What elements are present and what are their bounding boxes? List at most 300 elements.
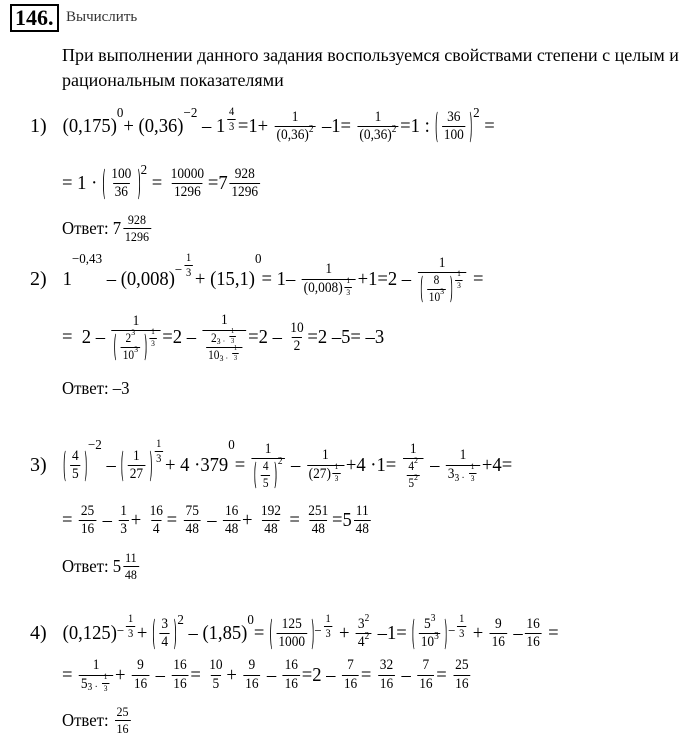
math-text: = [147, 172, 167, 195]
numerator [259, 504, 283, 521]
math-text: Ответ: –3 [62, 377, 130, 398]
math-text: (0,36) [276, 127, 309, 144]
math-text: 9 [494, 615, 502, 632]
solution-line [58, 612, 559, 652]
exponent [454, 463, 478, 484]
numerator [115, 705, 131, 720]
math-text: + [130, 509, 146, 532]
math-text: 1 [58, 268, 72, 291]
math-text: 3 [186, 266, 192, 279]
math-text: 2 [125, 331, 132, 346]
math-text: =2 –5= –3 [307, 326, 385, 349]
math-text: 1 [221, 312, 228, 328]
math-text: 16 [245, 676, 259, 693]
numerator [79, 504, 96, 521]
math-text: 0 [116, 105, 124, 121]
numerator [261, 460, 270, 474]
math-text: 3 [346, 287, 351, 297]
math-text: 4 [262, 459, 269, 474]
math-text: 16 [149, 502, 163, 519]
math-text: 3 [457, 281, 461, 291]
numerator [102, 673, 109, 683]
denominator [112, 327, 161, 362]
exponent [448, 613, 468, 641]
denominator [302, 275, 356, 298]
denominator [171, 675, 188, 693]
math-text: 10 [122, 347, 135, 362]
math-text: Ответ: [62, 709, 113, 730]
denominator [227, 119, 236, 133]
solution-line [58, 105, 495, 145]
fraction [121, 327, 140, 362]
numerator [263, 442, 273, 459]
math-text: + [114, 664, 131, 687]
exponent [434, 631, 439, 642]
parenthesized-expression [270, 617, 314, 652]
fraction [307, 448, 344, 484]
exponent [217, 328, 238, 346]
math-text: 10 [209, 657, 223, 674]
denominator [378, 675, 395, 693]
numerator [288, 321, 305, 338]
numerator [455, 270, 462, 280]
math-text: 16 [419, 676, 433, 693]
denominator [184, 520, 201, 538]
numerator [345, 658, 355, 675]
numerator [148, 504, 165, 521]
math-text: = [436, 664, 452, 687]
denominator [159, 633, 169, 651]
fraction [102, 673, 109, 694]
math-text: 36 [447, 108, 461, 125]
fraction [118, 504, 128, 539]
math-text: 1 [264, 440, 272, 457]
fraction [149, 328, 156, 349]
exponent [175, 252, 195, 280]
math-text: 3 [134, 343, 139, 354]
math-text: – [286, 454, 305, 477]
fraction [358, 110, 399, 145]
numerator [354, 504, 371, 521]
fraction [171, 658, 188, 693]
math-text: – 1 [197, 115, 226, 138]
numerator [324, 262, 334, 279]
exponent [88, 438, 102, 454]
fraction [418, 256, 467, 305]
math-text: =2 – [248, 326, 287, 349]
denominator [115, 720, 131, 736]
fraction [252, 442, 285, 491]
fraction [417, 658, 434, 693]
math-text: 8 [433, 273, 440, 288]
math-text: 16 [343, 676, 358, 693]
fraction [232, 345, 239, 363]
math-text: 1 [325, 612, 331, 625]
math-text: 3 [228, 120, 235, 133]
denominator [243, 675, 260, 693]
math-text: 9 [248, 657, 256, 674]
denominator [275, 126, 316, 144]
fraction [453, 658, 470, 693]
numerator [421, 658, 431, 675]
numerator [453, 658, 470, 675]
math-text: 3 [131, 327, 136, 338]
math-text: 928 [127, 211, 146, 227]
numerator [333, 463, 340, 473]
fraction [132, 658, 149, 693]
problem-label: 2) [30, 268, 47, 290]
numerator [320, 448, 330, 465]
parenthesized-expression [435, 110, 472, 145]
math-text: 3 [156, 452, 162, 465]
math-text: 32 [379, 657, 394, 674]
numerator [169, 167, 206, 184]
math-text: 48 [224, 521, 239, 538]
math-text: =1+ [237, 115, 273, 138]
denominator [121, 343, 140, 362]
math-text: 48 [124, 566, 137, 582]
denominator [154, 451, 163, 465]
task-number: 146. [10, 4, 59, 32]
math-text: 27 [129, 466, 144, 483]
math-text: 48 [264, 521, 278, 538]
math-text: 3 [233, 355, 237, 363]
math-text: 1 [92, 657, 100, 673]
math-text: – (1,85) [183, 622, 248, 645]
exponent [134, 345, 138, 354]
parenthesized-expression [114, 327, 146, 362]
denominator [102, 683, 109, 694]
math-text: 3 [447, 465, 455, 482]
math-text: 48 [311, 521, 325, 538]
parenthesized-expression [420, 274, 452, 304]
denominator [126, 626, 135, 640]
math-text: 100 [443, 127, 464, 144]
exponent [88, 673, 112, 694]
math-text [58, 454, 63, 477]
fraction [154, 438, 163, 466]
math-text: 2 [210, 331, 217, 346]
problem-label: 4) [30, 622, 47, 644]
numerator [437, 256, 447, 273]
math-text: 7 [422, 657, 430, 674]
math-text: 1 [291, 108, 299, 125]
solution-line [58, 437, 513, 491]
fraction [446, 448, 480, 484]
fraction [356, 612, 371, 652]
math-text: 3 [103, 683, 108, 693]
math-text: 3 · [216, 335, 228, 346]
math-text: =1 : [400, 115, 435, 138]
math-text: 2 [364, 612, 370, 624]
denominator [345, 287, 352, 298]
fraction [333, 463, 340, 484]
exponent [453, 270, 464, 291]
math-text: 25 [80, 502, 95, 519]
parenthesized-expression [121, 449, 151, 484]
denominator [354, 520, 371, 538]
math-text: 1 [186, 251, 192, 264]
math-text: 1 [120, 502, 127, 519]
math-text: 16 [224, 502, 239, 519]
math-text: + [242, 509, 258, 532]
fraction [115, 705, 131, 736]
math-text: 1 [459, 447, 467, 464]
numerator [126, 613, 135, 626]
fraction [288, 321, 305, 356]
math-text: 3 [434, 631, 439, 643]
math-text: = [62, 509, 78, 532]
math-text: −2 [87, 437, 102, 453]
math-text: (0,008) [303, 279, 343, 296]
fraction [259, 504, 283, 539]
math-text: 1 [438, 254, 446, 271]
numerator [283, 658, 300, 675]
denominator [232, 353, 239, 363]
fraction [126, 613, 135, 641]
math-text: = 2 – [62, 326, 110, 349]
denominator [292, 337, 302, 355]
numerator [171, 658, 188, 675]
math-text: 1 [346, 275, 351, 285]
fraction [123, 213, 151, 244]
math-text: 3 [440, 285, 445, 296]
math-text: 1 [132, 312, 140, 329]
parenthesized-expression [412, 612, 447, 652]
math-text: 3 [459, 627, 465, 640]
math-text: −0,43 [71, 251, 103, 267]
intro-text: При выполнении данного задания воспользуемся свойствами степени с целым и рациональным показателями [62, 45, 679, 90]
math-text: + [334, 622, 355, 645]
numerator [149, 328, 156, 338]
answer [62, 378, 130, 399]
denominator [525, 633, 542, 651]
math-text: 16 [379, 676, 394, 693]
numerator [184, 252, 193, 265]
math-text: 4 [71, 447, 79, 464]
denominator [172, 183, 202, 201]
math-text: =2 – [162, 326, 201, 349]
fraction [169, 167, 206, 202]
math-text: 16 [455, 676, 469, 693]
math-text: 5 [212, 676, 220, 693]
math-text: 16 [491, 634, 505, 651]
math-text: 3 · [87, 682, 101, 694]
exponent [365, 631, 370, 642]
math-text: 7 [347, 657, 354, 674]
problem-label: 1) [30, 115, 47, 137]
denominator [324, 626, 333, 640]
math-text: + [136, 622, 153, 645]
numerator [306, 504, 330, 521]
math-text: − [448, 624, 456, 640]
fraction [112, 314, 161, 363]
math-text: + (0,36) [123, 115, 184, 138]
numerator [290, 110, 300, 127]
numerator [207, 658, 224, 675]
math-text: 10 [420, 634, 435, 651]
math-text: + 4 ·379 [165, 454, 229, 477]
math-text: 3 · [454, 472, 467, 484]
denominator [276, 633, 306, 651]
math-text: 5 [80, 675, 88, 692]
math-text: 2 [177, 612, 184, 628]
math-text: 11 [355, 502, 369, 519]
fraction [403, 442, 424, 491]
denominator [151, 520, 161, 538]
exponent [228, 438, 235, 454]
math-text: 4 [408, 459, 415, 474]
math-text: 3 [120, 521, 127, 538]
numerator [118, 504, 128, 521]
fraction [203, 313, 247, 363]
exponent [343, 277, 354, 298]
parenthesized-expression [255, 460, 277, 490]
math-text: = [253, 622, 270, 645]
denominator [128, 465, 145, 483]
math-text: +4 ·1= [345, 454, 401, 477]
denominator [149, 338, 156, 349]
math-text: −2 [183, 105, 198, 121]
math-text: 1 [334, 461, 339, 471]
fraction [148, 504, 165, 539]
math-text: = [360, 664, 377, 687]
math-text: = [234, 454, 250, 477]
numerator [70, 449, 80, 466]
math-text: –1= [317, 115, 356, 138]
solution-line [62, 162, 262, 202]
math-text: 2 [473, 105, 480, 121]
fraction [378, 658, 395, 693]
math-text: 192 [260, 502, 282, 519]
math-text: – [262, 664, 281, 687]
denominator [453, 675, 470, 693]
fraction [306, 504, 330, 539]
math-text: 928 [234, 165, 255, 182]
fraction [407, 455, 420, 490]
math-text: 5 [424, 615, 431, 632]
math-text: = [190, 664, 206, 687]
denominator [419, 633, 441, 651]
math-text: 125 [281, 615, 302, 632]
exponent [219, 345, 240, 363]
fraction [229, 328, 236, 346]
math-text: 48 [185, 521, 199, 538]
math-text: 1 [374, 108, 382, 125]
math-text: − [174, 263, 183, 279]
math-text: =7 [207, 172, 228, 195]
fraction [275, 110, 316, 145]
task-title: Вычислить [66, 9, 138, 25]
math-text: 4 [161, 634, 169, 651]
math-text: = [479, 115, 495, 138]
exponent [117, 613, 137, 641]
math-text: Ответ: 5 [62, 555, 122, 576]
exponent [131, 328, 135, 337]
exponent [309, 124, 314, 135]
math-text: 2 [293, 338, 301, 355]
math-text: 2 [364, 631, 370, 643]
numerator [247, 658, 257, 675]
answer [62, 705, 132, 736]
denominator [283, 675, 300, 693]
denominator [79, 671, 113, 694]
fraction [345, 277, 352, 298]
exponent [392, 124, 397, 135]
denominator [310, 520, 327, 538]
exponent [255, 252, 262, 268]
denominator [333, 473, 340, 484]
math-text: 100 [111, 165, 132, 182]
denominator [132, 675, 149, 693]
math-text: +1=2 – [357, 268, 416, 291]
fraction [159, 617, 169, 652]
math-text: 1296 [173, 184, 201, 201]
denominator [203, 327, 247, 363]
math-text: – (0,008) [102, 268, 175, 291]
denominator [407, 471, 420, 490]
denominator [118, 520, 128, 538]
math-text: 1296 [231, 184, 259, 201]
denominator [490, 633, 507, 651]
math-text: 1 [409, 440, 417, 457]
numerator [469, 463, 476, 473]
math-text: 1 [103, 671, 108, 681]
denominator [123, 566, 139, 582]
fraction [184, 252, 193, 280]
fraction [227, 106, 236, 134]
math-text: 0 [247, 612, 254, 628]
numerator [493, 617, 503, 634]
math-text: = [166, 509, 182, 532]
math-text: 1 [459, 612, 465, 625]
math-text: 4 [357, 634, 365, 651]
denominator [70, 465, 80, 483]
math-text: 2 [277, 456, 283, 468]
denominator [403, 455, 424, 490]
fraction [283, 658, 300, 693]
exponent [314, 613, 334, 641]
math-text: + [468, 622, 488, 645]
math-text: 3 [151, 339, 155, 349]
math-text: 1 [133, 447, 140, 464]
math-text: 3 · [219, 352, 231, 363]
math-text: 3 [357, 615, 365, 632]
math-text: (0,175) [58, 115, 117, 138]
math-text: 1296 [124, 228, 149, 244]
math-text: (27) [308, 465, 331, 482]
answer [62, 551, 141, 582]
math-text: 1000 [278, 634, 306, 651]
math-text: = [284, 509, 305, 532]
denominator [418, 269, 467, 304]
math-text: = 1– [261, 268, 300, 291]
math-text: 48 [355, 521, 369, 538]
math-text: 25 [455, 657, 469, 674]
solution-line [62, 504, 373, 539]
math-text: 10 [208, 347, 220, 362]
fraction [342, 658, 359, 693]
fraction [354, 504, 371, 539]
denominator [427, 285, 446, 304]
math-text: 4 [152, 521, 160, 538]
math-text: 1 [230, 327, 235, 335]
numerator [223, 504, 240, 521]
exponent [431, 613, 436, 624]
numerator [227, 106, 236, 119]
fraction [243, 658, 260, 693]
denominator [211, 675, 221, 693]
